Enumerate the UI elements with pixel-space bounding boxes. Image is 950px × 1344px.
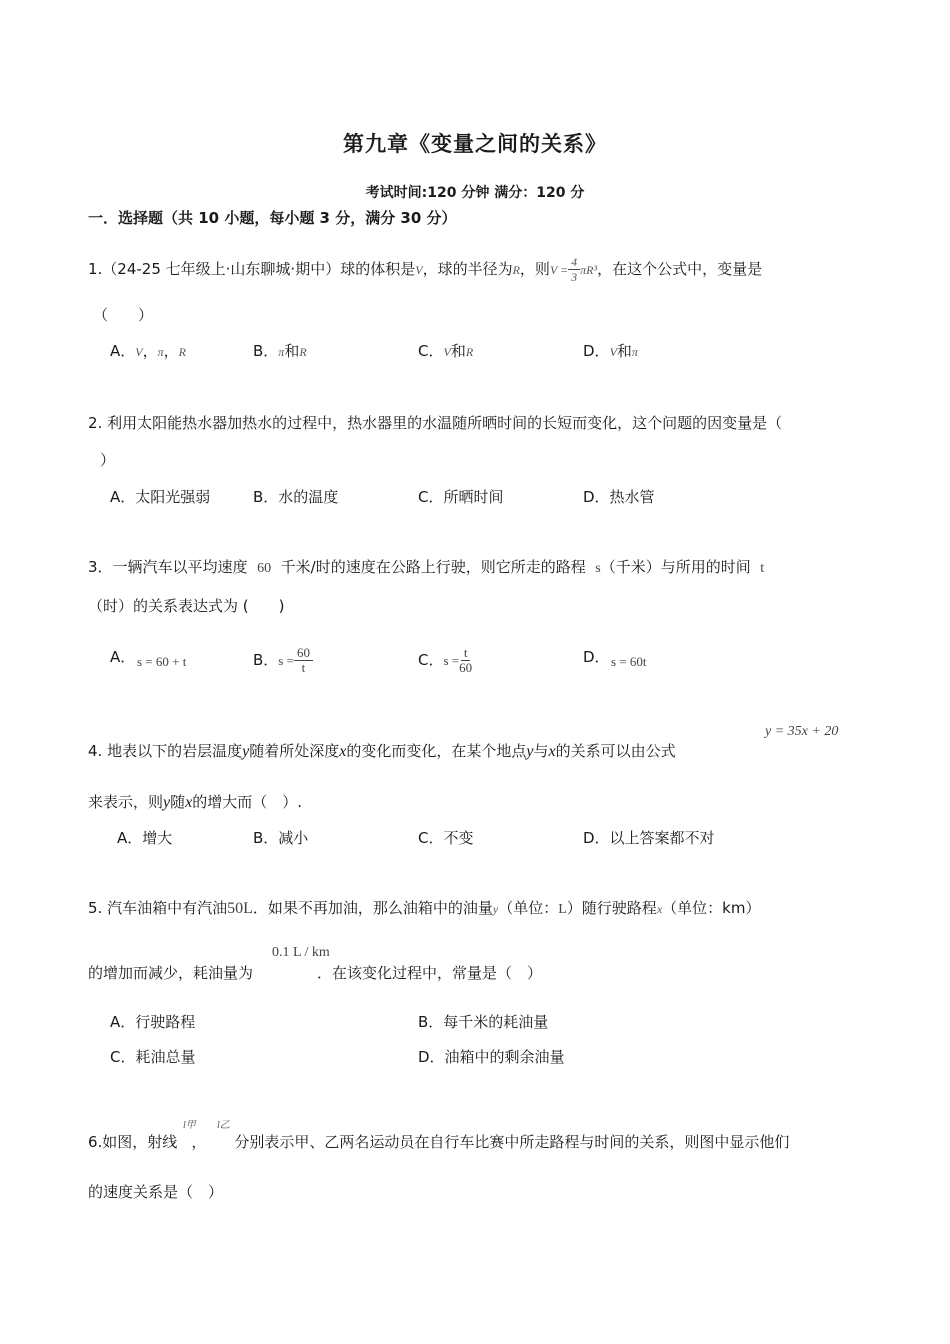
question-3-stem: 3．一辆汽车以平均速度 60 千米/时的速度在公路上行驶，则它所走的路程 s（千米）与所用的时间 t — [88, 558, 765, 576]
question-6-stem: 6.如图，射线 ， 分别表示甲、乙两名运动员在自行车比赛中所走路程与时间的关系，则图中显示他们 — [88, 1133, 790, 1151]
question-5-stem: 5. 汽车油箱中有汽油50L．如果不再加油，那么油箱中的油量y（单位：L）随行驶路程x（单位：km） — [88, 899, 761, 917]
q4-option-d[interactable]: D．以上答案都不对 — [583, 829, 715, 847]
q5-option-b[interactable]: B．每千米的耗油量 — [418, 1013, 549, 1031]
question-6-stem-cont: 的速度关系是（ ） — [88, 1183, 224, 1201]
q3-option-d[interactable]: D． — [583, 648, 610, 666]
fraction-60-t: $\frac{60}{t}$ — [294, 646, 313, 675]
q4-option-a[interactable]: A．增大 — [117, 829, 173, 847]
section-heading: 一．选择题（共 10 小题，每小题 3 分，满分 30 分） — [88, 209, 457, 227]
exam-info: 考试时间:120 分钟 满分：120 分 — [365, 185, 585, 201]
q6-l-yi: l乙 — [217, 1120, 230, 1131]
q1-option-d[interactable]: D．V和π — [583, 342, 638, 360]
question-2-stem: 2. 利用太阳能热水器加热水的过程中，热水器里的水温随所晒时间的长短而变化，这个问题的因变量是（ — [88, 414, 783, 432]
q5-option-d[interactable]: D．油箱中的剩余油量 — [418, 1048, 565, 1066]
question-5-stem-cont: 的增加而减少，耗油量为 ．在该变化过程中，常量是（ ） — [88, 964, 543, 982]
q2-option-b[interactable]: B．水的温度 — [253, 488, 339, 506]
question-3-stem-cont: （时）的关系表达式为 ( ) — [88, 597, 285, 615]
q1-option-a[interactable]: A．V，π，R — [110, 342, 186, 360]
q2-option-a[interactable]: A．太阳光强弱 — [110, 488, 211, 506]
q2-option-d[interactable]: D．热水管 — [583, 488, 655, 506]
fraction-t-60: $\frac{t}{60}$ — [459, 645, 473, 675]
q3-option-d-expr: s = 60t — [611, 654, 647, 669]
question-4-stem-cont: 来表示，则y随x的增大而（ ）. — [88, 793, 303, 811]
q4-option-b[interactable]: B．减小 — [253, 829, 309, 847]
q1-option-c[interactable]: C．V和R — [418, 342, 474, 360]
question-1-stem: 1.（24-25 七年级上·山东聊城·期中）球的体积是V，球的半径为R，则V = $\frac{4}{3}$ πR³，在这个公式中，变量是 — [88, 255, 763, 284]
q4-option-c[interactable]: C．不变 — [418, 829, 474, 847]
q6-l-jia: l甲 — [183, 1120, 196, 1131]
page-title: 第九章《变量之间的关系》 — [343, 132, 607, 156]
question-4-stem: 4. 地表以下的岩层温度y随着所处深度x的变化而变化，在某个地点y与x的关系可以由公式 — [88, 742, 676, 760]
q2-option-c[interactable]: C．所晒时间 — [418, 488, 504, 506]
q5-option-a[interactable]: A．行驶路程 — [110, 1013, 196, 1031]
q4-formula: y = 35x + 20 — [765, 724, 839, 739]
question-1-paren: （ ） — [93, 306, 154, 324]
q3-option-c[interactable]: C．s = $\frac{t}{60}$ — [418, 645, 473, 675]
q3-option-a[interactable]: A． — [110, 648, 136, 666]
q5-option-c[interactable]: C．耗油总量 — [110, 1048, 196, 1066]
q3-option-a-expr: s = 60 + t — [137, 654, 187, 669]
q3-option-b[interactable]: B．s = $\frac{60}{t}$ — [253, 646, 313, 675]
q1-option-b[interactable]: B．π和R — [253, 342, 307, 360]
q5-rate: 0.1 L / km — [272, 945, 330, 960]
fraction-4-3: $\frac{4}{3}$ — [568, 255, 580, 284]
question-2-stem-cont: ） — [100, 451, 116, 469]
